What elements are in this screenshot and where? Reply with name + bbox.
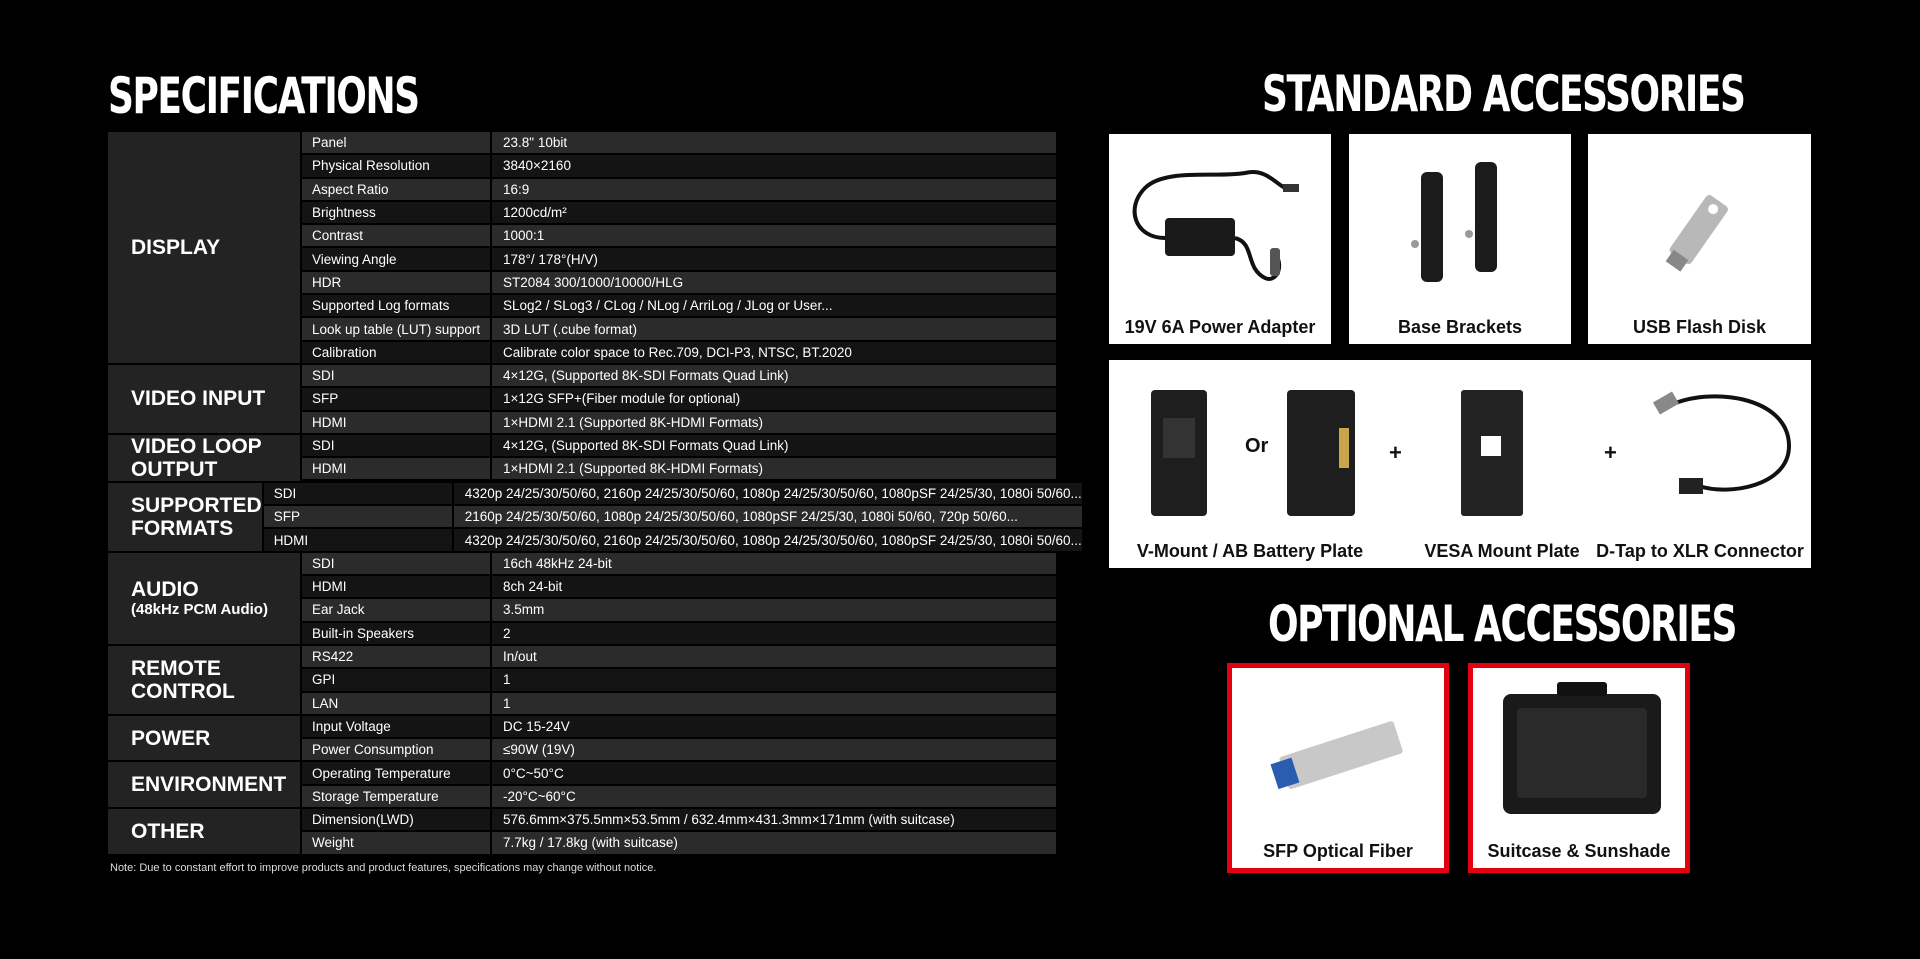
vesa-plate-label: VESA Mount Plate — [1424, 541, 1580, 561]
spec-group — [108, 435, 1056, 481]
mount-accessories-card — [1109, 360, 1811, 568]
standard-accessories-title: STANDARD ACCESSORIES — [1262, 65, 1745, 123]
spec-group — [108, 646, 1056, 714]
spec-group-title: VIDEO LOOP OUTPUT — [131, 434, 262, 481]
spec-key: Storage Temperature — [302, 786, 490, 807]
base-brackets-image — [1389, 154, 1529, 304]
plus-icon-2: + — [1604, 440, 1617, 465]
spec-group-label — [108, 435, 300, 481]
spec-key: GPI — [302, 669, 490, 690]
suitcase-card — [1468, 663, 1690, 873]
spec-key: Brightness — [302, 202, 490, 223]
spec-row — [302, 716, 1056, 737]
spec-group-title: VIDEO INPUT — [131, 387, 266, 411]
spec-key: HDMI — [302, 412, 490, 433]
spec-group-subtitle: (48kHz PCM Audio) — [131, 600, 268, 618]
spec-row — [302, 458, 1056, 479]
spec-value: ST2084 300/1000/10000/HLG — [492, 272, 1056, 293]
spec-row — [302, 576, 1056, 597]
spec-row — [302, 318, 1056, 339]
spec-key: Ear Jack — [302, 599, 490, 620]
spec-key: SDI — [302, 553, 490, 574]
spec-row — [264, 529, 1082, 550]
spec-value: 1×HDMI 2.1 (Supported 8K-HDMI Formats) — [492, 412, 1056, 433]
spec-key: Operating Temperature — [302, 762, 490, 783]
plus-icon: + — [1389, 440, 1402, 465]
spec-key: HDMI — [302, 458, 490, 479]
spec-key: Calibration — [302, 342, 490, 363]
spec-group — [108, 365, 1056, 433]
spec-key: LAN — [302, 693, 490, 714]
spec-row — [302, 388, 1056, 409]
spec-value: 1 — [492, 693, 1056, 714]
spec-group-title: POWER — [131, 726, 211, 750]
spec-key: HDMI — [264, 529, 452, 550]
spec-key: Input Voltage — [302, 716, 490, 737]
spec-row — [302, 365, 1056, 386]
spec-value: 4320p 24/25/30/50/60, 2160p 24/25/30/50/60, 1080p 24/25/30/50/60, 1080pSF 24/25/30, 1080i 50/60... — [454, 483, 1082, 504]
spec-row — [302, 809, 1056, 830]
spec-value: 4×12G, (Supported 8K-SDI Formats Quad Link) — [492, 365, 1056, 386]
spec-group-title: OTHER — [131, 819, 205, 843]
usb-disk-image — [1648, 174, 1748, 284]
spec-key: HDMI — [302, 576, 490, 597]
spec-group-label — [108, 483, 262, 551]
spec-value: ≤90W (19V) — [492, 739, 1056, 760]
spec-key: Look up table (LUT) support — [302, 318, 490, 339]
spec-group-label — [108, 809, 300, 854]
spec-key: Power Consumption — [302, 739, 490, 760]
spec-row — [302, 669, 1056, 690]
spec-value: -20°C~60°C — [492, 786, 1056, 807]
spec-group-label — [108, 132, 300, 363]
suitcase-image — [1497, 678, 1667, 828]
spec-key: HDR — [302, 272, 490, 293]
spec-key: Aspect Ratio — [302, 179, 490, 200]
power-adapter-image — [1125, 148, 1315, 308]
spec-key: SDI — [264, 483, 452, 504]
optional-accessories-title: OPTIONAL ACCESSORIES — [1268, 595, 1736, 653]
spec-key: Contrast — [302, 225, 490, 246]
spec-key: SDI — [302, 435, 490, 456]
spec-value: 4320p 24/25/30/50/60, 2160p 24/25/30/50/60, 1080p 24/25/30/50/60, 1080pSF 24/25/30, 1080i 50/60... — [454, 529, 1082, 550]
spec-group-label — [108, 365, 300, 433]
spec-row — [302, 295, 1056, 316]
spec-row — [302, 225, 1056, 246]
spec-row — [264, 506, 1082, 527]
spec-value: SLog2 / SLog3 / CLog / NLog / ArriLog / JLog or User... — [492, 295, 1056, 316]
spec-group-title: AUDIO — [131, 577, 199, 601]
spec-value: 23.8" 10bit — [492, 132, 1056, 153]
sfp-module-image — [1262, 708, 1422, 808]
spec-row — [302, 272, 1056, 293]
power-adapter-label: 19V 6A Power Adapter — [1124, 317, 1316, 337]
dtap-cable-image — [1649, 386, 1799, 506]
usb-disk-label: USB Flash Disk — [1632, 317, 1767, 337]
disclaimer-note: Note: Due to constant effort to improve products and product features, specifications may change without notice. — [110, 862, 657, 874]
spec-value: 16:9 — [492, 179, 1056, 200]
spec-value: 16ch 48kHz 24-bit — [492, 553, 1056, 574]
spec-value: 1×12G SFP+(Fiber module for optional) — [492, 388, 1056, 409]
spec-row — [302, 248, 1056, 269]
specifications-table — [108, 132, 1082, 856]
spec-row — [302, 202, 1056, 223]
v-mount-plate-image — [1149, 388, 1209, 518]
spec-group-title: DISPLAY — [131, 235, 221, 259]
spec-row — [302, 832, 1056, 853]
spec-key: SDI — [302, 365, 490, 386]
spec-row — [302, 599, 1056, 620]
spec-row — [302, 179, 1056, 200]
spec-value: Calibrate color space to Rec.709, DCI-P3, NTSC, BT.2020 — [492, 342, 1056, 363]
spec-key: SFP — [264, 506, 452, 527]
spec-group-label — [108, 716, 300, 761]
spec-row — [302, 762, 1056, 783]
spec-value: 178°/ 178°(H/V) — [492, 248, 1056, 269]
spec-row — [302, 342, 1056, 363]
spec-value: 1 — [492, 669, 1056, 690]
spec-key: Panel — [302, 132, 490, 153]
spec-row — [302, 623, 1056, 644]
spec-row — [302, 412, 1056, 433]
spec-row — [302, 155, 1056, 176]
spec-value: 3840×2160 — [492, 155, 1056, 176]
spec-value: 2160p 24/25/30/50/60, 1080p 24/25/30/50/60, 1080pSF 24/25/30, 1080i 50/60, 720p 50/60... — [454, 506, 1082, 527]
spec-value: 576.6mm×375.5mm×53.5mm / 632.4mm×431.3mm×171mm (with suitcase) — [492, 809, 1056, 830]
spec-row — [302, 132, 1056, 153]
spec-group-label — [108, 762, 300, 807]
sfp-card — [1227, 663, 1449, 873]
specifications-title: SPECIFICATIONS — [108, 67, 419, 125]
spec-key: Viewing Angle — [302, 248, 490, 269]
spec-group — [108, 809, 1056, 854]
spec-value: 3.5mm — [492, 599, 1056, 620]
spec-value: 8ch 24-bit — [492, 576, 1056, 597]
spec-group — [108, 132, 1056, 363]
spec-group — [108, 762, 1056, 807]
spec-row — [302, 786, 1056, 807]
spec-value: 1000:1 — [492, 225, 1056, 246]
spec-row — [302, 693, 1056, 714]
spec-value: 1200cd/m² — [492, 202, 1056, 223]
spec-key: SFP — [302, 388, 490, 409]
spec-group-title: SUPPORTED FORMATS — [131, 493, 262, 540]
spec-key: Supported Log formats — [302, 295, 490, 316]
spec-row — [264, 483, 1082, 504]
spec-value: In/out — [492, 646, 1056, 667]
usb-disk-card — [1588, 134, 1811, 344]
suitcase-label: Suitcase & Sunshade — [1487, 841, 1671, 861]
spec-value: 7.7kg / 17.8kg (with suitcase) — [492, 832, 1056, 853]
power-adapter-card — [1109, 134, 1331, 344]
spec-group-title: ENVIRONMENT — [131, 773, 287, 797]
sfp-label: SFP Optical Fiber — [1263, 841, 1413, 861]
dtap-label: D-Tap to XLR Connector — [1596, 541, 1804, 561]
spec-key: Built-in Speakers — [302, 623, 490, 644]
spec-group — [108, 553, 1056, 644]
spec-key: RS422 — [302, 646, 490, 667]
spec-value: 2 — [492, 623, 1056, 644]
base-brackets-card — [1349, 134, 1571, 344]
spec-key: Weight — [302, 832, 490, 853]
spec-group-label — [108, 553, 300, 644]
spec-value: 1×HDMI 2.1 (Supported 8K-HDMI Formats) — [492, 458, 1056, 479]
spec-row — [302, 553, 1056, 574]
spec-value: 3D LUT (.cube format) — [492, 318, 1056, 339]
spec-group — [108, 483, 1082, 551]
spec-group-label — [108, 646, 300, 714]
vesa-plate-image — [1459, 388, 1525, 518]
spec-row — [302, 739, 1056, 760]
spec-value: DC 15-24V — [492, 716, 1056, 737]
spec-value: 0°C~50°C — [492, 762, 1056, 783]
spec-key: Dimension(LWD) — [302, 809, 490, 830]
battery-plate-label: V-Mount / AB Battery Plate — [1136, 541, 1364, 561]
spec-key: Physical Resolution — [302, 155, 490, 176]
spec-group — [108, 716, 1056, 761]
spec-row — [302, 646, 1056, 667]
ab-plate-image — [1285, 388, 1357, 518]
spec-row — [302, 435, 1056, 456]
spec-value: 4×12G, (Supported 8K-SDI Formats Quad Link) — [492, 435, 1056, 456]
or-label: Or — [1245, 435, 1269, 457]
base-brackets-label: Base Brackets — [1397, 317, 1523, 337]
spec-group-title: REMOTE CONTROL — [131, 656, 235, 703]
